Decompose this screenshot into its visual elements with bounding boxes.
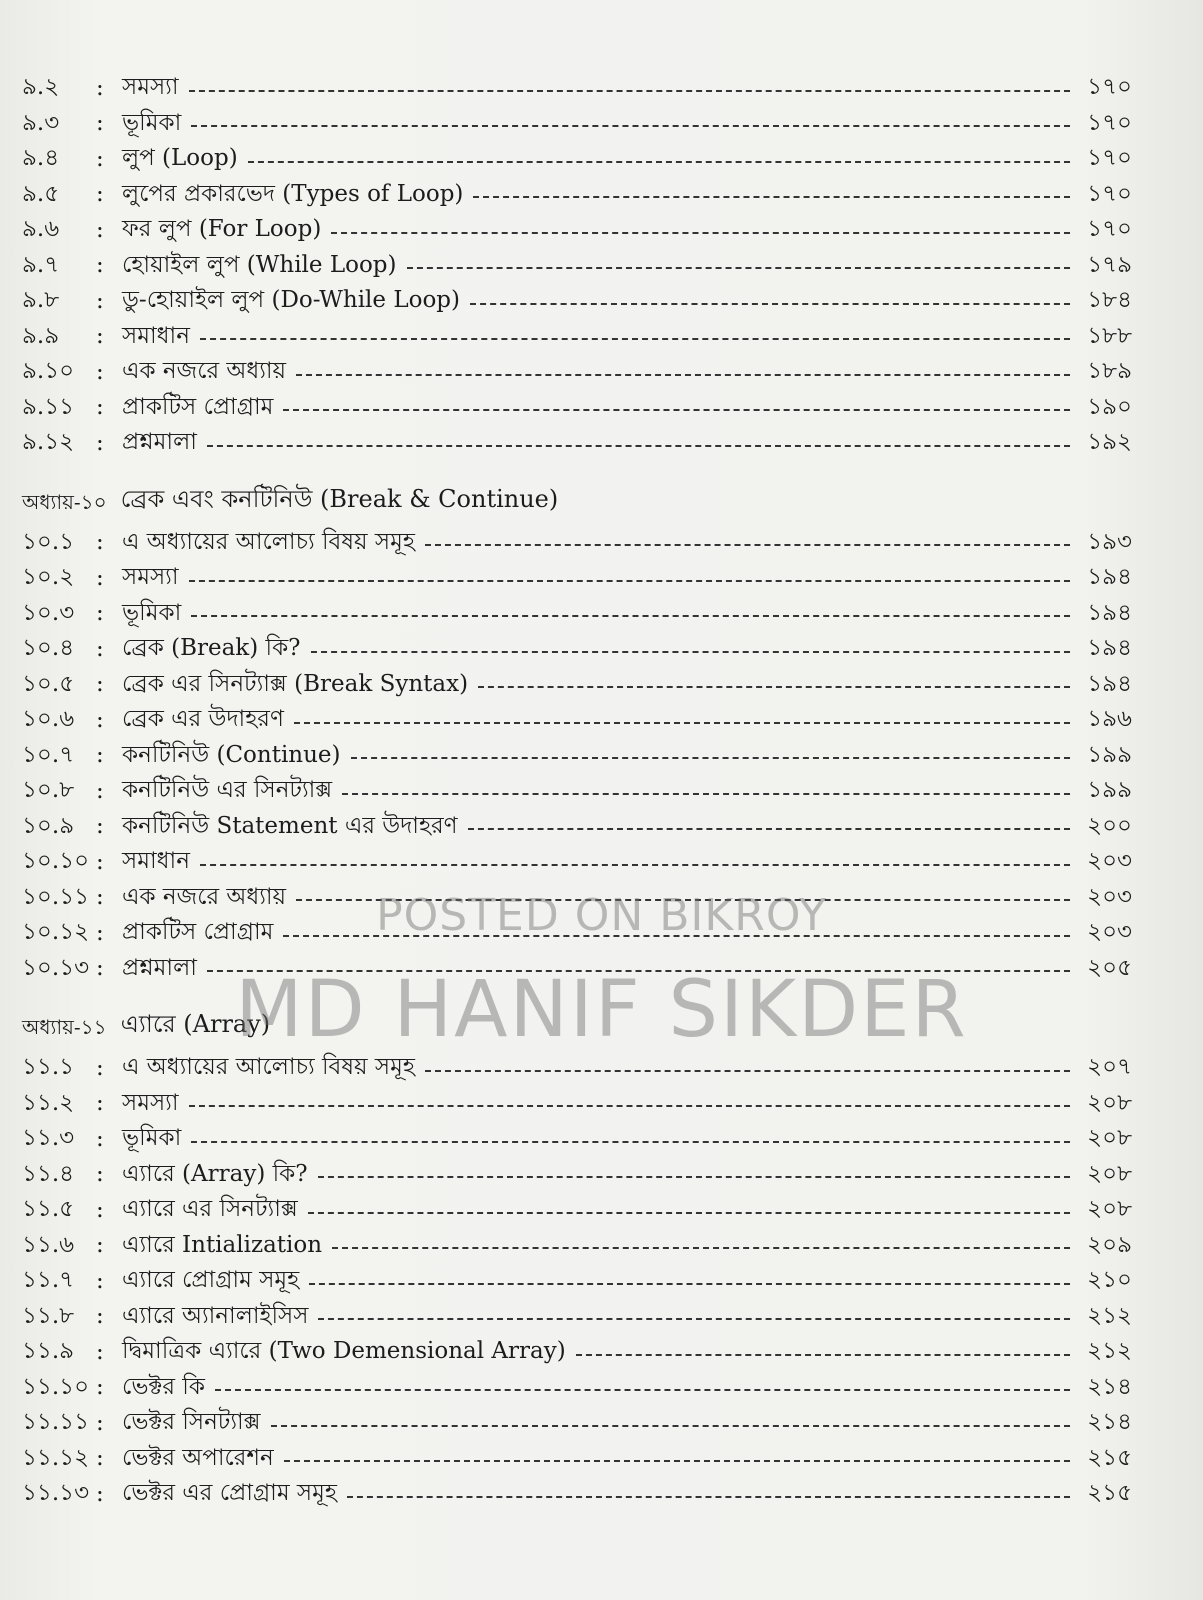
- dotted-leader: [309, 1283, 1070, 1285]
- entry-title: ফর লুপ (For Loop): [122, 216, 322, 243]
- entry-page-number: ২০৮: [1087, 1160, 1132, 1187]
- entry-title: এক নজরে অধ্যায়: [122, 883, 287, 910]
- chapter-label: অধ্যায়-১১: [22, 1015, 107, 1039]
- entry-separator: :: [96, 706, 104, 733]
- dotted-leader: [425, 544, 1070, 546]
- toc-entry: [22, 1334, 1132, 1370]
- entry-title: সমাধান: [122, 322, 190, 349]
- toc-entry: [22, 141, 1132, 177]
- entry-separator: :: [96, 1232, 104, 1259]
- entry-separator: :: [96, 1090, 104, 1117]
- toc-entry: [22, 631, 1132, 667]
- entry-page-number: ২০৮: [1087, 1089, 1132, 1116]
- entry-number: ১১.২: [22, 1089, 75, 1116]
- toc-section: [22, 471, 1132, 987]
- entry-page-number: ২১৫: [1087, 1480, 1132, 1507]
- entry-title: প্রাকটিস প্রোগ্রাম: [122, 919, 274, 946]
- toc-entry: [22, 1157, 1132, 1193]
- entry-page-number: ২০৯: [1087, 1231, 1132, 1258]
- entry-page-number: ১৯৪: [1087, 635, 1132, 662]
- entry-title: সমস্যা: [122, 74, 179, 101]
- entry-page-number: ১৯২: [1087, 429, 1132, 456]
- entry-separator: :: [96, 600, 104, 627]
- entry-page-number: ২১৪: [1087, 1373, 1132, 1400]
- entry-page-number: ১৭০: [1087, 109, 1132, 136]
- entry-title: এ্যারে Intialization: [122, 1231, 323, 1258]
- entry-title: ভেক্টর অপারেশন: [122, 1444, 274, 1471]
- dotted-leader: [332, 1247, 1070, 1249]
- entry-number: ১১.১: [22, 1054, 75, 1081]
- entry-number: ১০.৫: [22, 670, 75, 697]
- entry-number: ১০.৩: [22, 599, 75, 626]
- entry-number: ৯.১০: [22, 358, 75, 385]
- entry-separator: :: [96, 358, 104, 385]
- entry-title: সমস্যা: [122, 564, 179, 591]
- dotted-leader: [283, 935, 1070, 937]
- chapter-title: এ্যারে (Array): [120, 1010, 271, 1038]
- entry-title: কনটিনিউ এর সিনট্যাক্স: [122, 777, 333, 804]
- toc-entry: [22, 844, 1132, 880]
- toc-entry: [22, 1121, 1132, 1157]
- entry-separator: :: [96, 1161, 104, 1188]
- entry-separator: :: [96, 635, 104, 662]
- entry-separator: :: [96, 1480, 104, 1507]
- entry-title: ভেক্টর কি: [122, 1373, 205, 1400]
- entry-page-number: ২০৩: [1087, 848, 1132, 875]
- entry-page-number: ১৭০: [1087, 180, 1132, 207]
- dotted-leader: [351, 757, 1070, 759]
- entry-separator: :: [96, 216, 104, 243]
- dotted-leader: [296, 374, 1070, 376]
- entry-page-number: ২০৫: [1087, 954, 1132, 981]
- dotted-leader: [296, 899, 1070, 901]
- table-of-contents: [22, 70, 1132, 1512]
- toc-entry: [22, 667, 1132, 703]
- entry-page-number: ১৭০: [1087, 145, 1132, 172]
- toc-entry: [22, 177, 1132, 213]
- entry-separator: :: [96, 1338, 104, 1365]
- entry-title: হোয়াইল লুপ (While Loop): [122, 251, 397, 278]
- entry-separator: :: [96, 394, 104, 421]
- entry-separator: :: [96, 671, 104, 698]
- entry-number: ১১.৭: [22, 1267, 75, 1294]
- entry-title: ভেক্টর এর প্রোগ্রাম সমূহ: [122, 1480, 337, 1507]
- dotted-leader: [284, 1460, 1070, 1462]
- toc-entry: [22, 702, 1132, 738]
- dotted-leader: [347, 1496, 1070, 1498]
- toc-entry: [22, 951, 1132, 987]
- entry-page-number: ২১০: [1087, 1267, 1132, 1294]
- entry-number: ১০.১০: [22, 848, 90, 875]
- toc-entry: [22, 525, 1132, 561]
- toc-entry: [22, 809, 1132, 845]
- toc-entry: [22, 560, 1132, 596]
- toc-entry: [22, 425, 1132, 461]
- entry-page-number: ১৯৬: [1087, 706, 1132, 733]
- entry-separator: :: [96, 742, 104, 769]
- entry-separator: :: [96, 74, 104, 101]
- entry-number: ৯.৫: [22, 180, 60, 207]
- entry-page-number: ১৯৯: [1087, 777, 1132, 804]
- entry-title: কনটিনিউ (Continue): [122, 741, 341, 768]
- toc-entry: [22, 1405, 1132, 1441]
- entry-title: সমস্যা: [122, 1089, 179, 1116]
- entry-page-number: ২১৫: [1087, 1444, 1132, 1471]
- entry-number: ১০.৬: [22, 706, 75, 733]
- entry-separator: :: [96, 1303, 104, 1330]
- dotted-leader: [189, 90, 1071, 92]
- toc-entry: [22, 1299, 1132, 1335]
- toc-entry: [22, 738, 1132, 774]
- entry-title: সমাধান: [122, 848, 190, 875]
- entry-page-number: ২১২: [1087, 1338, 1132, 1365]
- entry-page-number: ২০৮: [1087, 1125, 1132, 1152]
- entry-number: ৯.৬: [22, 216, 60, 243]
- entry-title: ব্রেক এর উদাহরণ: [122, 706, 284, 733]
- chapter-title: ব্রেক এবং কনটিনিউ (Break & Continue): [120, 484, 559, 513]
- dotted-leader: [207, 970, 1070, 972]
- entry-page-number: ১৯৪: [1087, 670, 1132, 697]
- entry-separator: :: [96, 1445, 104, 1472]
- dotted-leader: [342, 793, 1070, 795]
- toc-entry: [22, 773, 1132, 809]
- chapter-heading: [22, 996, 1132, 1046]
- entry-number: ১০.১: [22, 528, 75, 555]
- entry-title: ভূমিকা: [122, 109, 182, 136]
- entry-separator: :: [96, 323, 104, 350]
- dotted-leader: [191, 615, 1070, 617]
- dotted-leader: [248, 161, 1070, 163]
- dotted-leader: [318, 1176, 1070, 1178]
- entry-separator: :: [96, 1267, 104, 1294]
- toc-entry: [22, 1050, 1132, 1086]
- toc-entry: [22, 1476, 1132, 1512]
- entry-number: ৯.৭: [22, 251, 60, 278]
- dotted-leader: [189, 1105, 1071, 1107]
- entry-page-number: ১৯৯: [1087, 741, 1132, 768]
- entry-separator: :: [96, 1409, 104, 1436]
- entry-number: ১১.৫: [22, 1196, 75, 1223]
- entry-title: ভূমিকা: [122, 1125, 182, 1152]
- entry-number: ১০.৯: [22, 812, 75, 839]
- entry-number: ১১.৩: [22, 1125, 75, 1152]
- dotted-leader: [200, 864, 1070, 866]
- entry-title: ভূমিকা: [122, 599, 182, 626]
- toc-section: [22, 996, 1132, 1512]
- toc-entry: [22, 596, 1132, 632]
- entry-number: ৯.৮: [22, 287, 60, 314]
- entry-number: ১১.৪: [22, 1160, 75, 1187]
- toc-entry: [22, 1263, 1132, 1299]
- dotted-leader: [478, 686, 1070, 688]
- entry-title: এ অধ্যায়ের আলোচ্য বিষয় সমূহ: [122, 1054, 415, 1081]
- entry-title: প্রাকটিস প্রোগ্রাম: [122, 393, 274, 420]
- entry-separator: :: [96, 1054, 104, 1081]
- toc-entry: [22, 880, 1132, 916]
- entry-page-number: ১৭০: [1087, 216, 1132, 243]
- entry-separator: :: [96, 777, 104, 804]
- entry-number: ১১.১৩: [22, 1480, 90, 1507]
- dotted-leader: [283, 409, 1070, 411]
- entry-separator: :: [96, 181, 104, 208]
- entry-title: লুপের প্রকারভেদ (Types of Loop): [122, 180, 464, 207]
- entry-page-number: ১৮৮: [1087, 322, 1132, 349]
- entry-title: কনটিনিউ Statement এর উদাহরণ: [122, 812, 458, 839]
- entry-number: ৯.১২: [22, 429, 75, 456]
- toc-entry: [22, 354, 1132, 390]
- entry-page-number: ২০৮: [1087, 1196, 1132, 1223]
- entry-number: ৯.৩: [22, 109, 60, 136]
- entry-number: ১০.৮: [22, 777, 75, 804]
- toc-entry: [22, 390, 1132, 426]
- entry-page-number: ১৭০: [1087, 74, 1132, 101]
- entry-page-number: ২০০: [1087, 812, 1132, 839]
- entry-number: ১১.৯: [22, 1338, 75, 1365]
- entry-separator: :: [96, 1374, 104, 1401]
- dotted-leader: [308, 1212, 1070, 1214]
- dotted-leader: [331, 232, 1070, 234]
- entry-separator: :: [96, 955, 104, 982]
- dotted-leader: [311, 651, 1070, 653]
- toc-entry: [22, 212, 1132, 248]
- toc-entry: [22, 1086, 1132, 1122]
- toc-entry: [22, 319, 1132, 355]
- entry-number: ৯.১১: [22, 393, 75, 420]
- toc-entry: [22, 106, 1132, 142]
- entry-number: ১১.৮: [22, 1302, 75, 1329]
- dotted-leader: [215, 1389, 1070, 1391]
- entry-separator: :: [96, 252, 104, 279]
- entry-separator: :: [96, 884, 104, 911]
- entry-title: এক নজরে অধ্যায়: [122, 358, 287, 385]
- entry-page-number: ২০৩: [1087, 919, 1132, 946]
- entry-separator: :: [96, 529, 104, 556]
- entry-number: ১০.১৩: [22, 954, 90, 981]
- watermark-posted-on: POSTED ON BIKROY: [376, 890, 827, 941]
- dotted-leader: [191, 125, 1070, 127]
- entry-page-number: ১৮৪: [1087, 287, 1132, 314]
- entry-separator: :: [96, 813, 104, 840]
- entry-page-number: ২০৭: [1087, 1054, 1132, 1081]
- toc-section: [22, 70, 1132, 461]
- dotted-leader: [468, 828, 1070, 830]
- entry-separator: :: [96, 1196, 104, 1223]
- entry-number: ১১.৬: [22, 1231, 75, 1258]
- chapter-label: অধ্যায়-১০: [22, 489, 107, 514]
- toc-entry: [22, 1192, 1132, 1228]
- entry-page-number: ১৯৪: [1087, 564, 1132, 591]
- entry-title: এ অধ্যায়ের আলোচ্য বিষয় সমূহ: [122, 528, 415, 555]
- toc-entry: [22, 70, 1132, 106]
- entry-separator: :: [96, 145, 104, 172]
- entry-title: এ্যারে প্রোগ্রাম সমূহ: [122, 1267, 300, 1294]
- entry-number: ১০.৭: [22, 741, 75, 768]
- entry-number: ১০.১১: [22, 883, 90, 910]
- entry-title: প্রশ্নমালা: [122, 429, 197, 456]
- dotted-leader: [271, 1425, 1070, 1427]
- toc-entry: [22, 1441, 1132, 1477]
- toc-entry: [22, 915, 1132, 951]
- entry-title: লুপ (Loop): [122, 145, 238, 172]
- entry-separator: :: [96, 287, 104, 314]
- entry-page-number: ২০৩: [1087, 883, 1132, 910]
- toc-entry: [22, 1370, 1132, 1406]
- entry-title: এ্যারে এর সিনট্যাক্স: [122, 1196, 298, 1223]
- entry-number: ১০.৪: [22, 635, 75, 662]
- dotted-leader: [407, 267, 1070, 269]
- dotted-leader: [191, 1141, 1070, 1143]
- entry-separator: :: [96, 1125, 104, 1152]
- toc-entry: [22, 283, 1132, 319]
- entry-separator: :: [96, 564, 104, 591]
- entry-page-number: ১৯৪: [1087, 599, 1132, 626]
- entry-separator: :: [96, 919, 104, 946]
- entry-number: ১১.১২: [22, 1444, 90, 1471]
- entry-page-number: ২১২: [1087, 1302, 1132, 1329]
- entry-separator: :: [96, 429, 104, 456]
- entry-separator: :: [96, 110, 104, 137]
- entry-title: দ্বিমাত্রিক এ্যারে (Two Demensional Array): [122, 1338, 566, 1365]
- entry-title: ডু-হোয়াইল লুপ (Do-While Loop): [122, 287, 461, 314]
- entry-number: ৯.২: [22, 74, 60, 101]
- entry-number: ১১.১০: [22, 1373, 90, 1400]
- toc-entry: [22, 248, 1132, 284]
- dotted-leader: [294, 722, 1070, 724]
- entry-title: ভেক্টর সিনট্যাক্স: [122, 1409, 261, 1436]
- entry-number: ১১.১১: [22, 1409, 90, 1436]
- entry-title: ব্রেক এর সিনট্যাক্স (Break Syntax): [122, 670, 469, 697]
- dotted-leader: [200, 338, 1070, 340]
- dotted-leader: [473, 196, 1070, 198]
- entry-number: ১০.২: [22, 564, 75, 591]
- entry-title: প্রশ্নমালা: [122, 954, 197, 981]
- entry-page-number: ২১৪: [1087, 1409, 1132, 1436]
- dotted-leader: [189, 580, 1071, 582]
- entry-page-number: ১৯০: [1087, 393, 1132, 420]
- entry-title: ব্রেক (Break) কি?: [122, 635, 301, 662]
- entry-title: এ্যারে অ্যানালাইসিস: [122, 1302, 309, 1329]
- entry-title: এ্যারে (Array) কি?: [122, 1160, 308, 1187]
- entry-page-number: ১৭৯: [1087, 251, 1132, 278]
- entry-number: ৯.৯: [22, 322, 60, 349]
- dotted-leader: [207, 445, 1070, 447]
- dotted-leader: [470, 303, 1070, 305]
- dotted-leader: [425, 1070, 1070, 1072]
- dotted-leader: [576, 1354, 1070, 1356]
- chapter-heading: [22, 471, 1132, 521]
- dotted-leader: [318, 1318, 1070, 1320]
- entry-page-number: ১৯৩: [1087, 528, 1132, 555]
- entry-number: ১০.১২: [22, 919, 90, 946]
- entry-page-number: ১৮৯: [1087, 358, 1132, 385]
- toc-entry: [22, 1228, 1132, 1264]
- entry-number: ৯.৪: [22, 145, 60, 172]
- entry-separator: :: [96, 848, 104, 875]
- watermark-name: MD HANIF SIKDER: [235, 965, 968, 1055]
